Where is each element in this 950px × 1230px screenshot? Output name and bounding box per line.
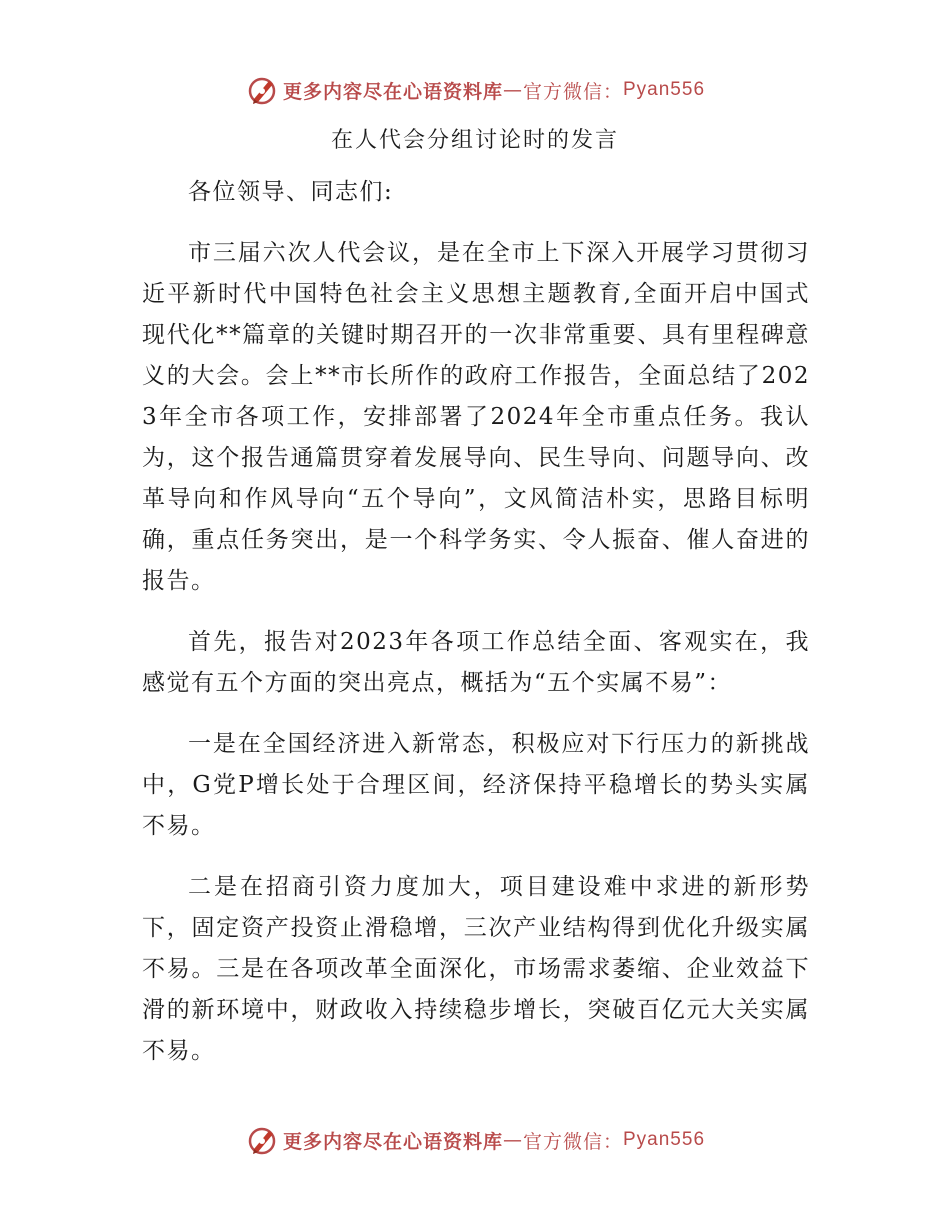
document-body [142, 172, 810, 1092]
watermark-prefix: 更多内容尽在心语资料库 [282, 80, 503, 103]
watermark-footer [0, 1120, 950, 1160]
paragraph-1: 市三届六次人代会议，是在全市上下深入开展学习贯彻习近平新时代中国特色社会主义思想主题教育,全面开启中国式现代化**篇章的关键时期召开的一次非常重要、具有里程碑意义的大会。会上**市长所作的政府工作报告，全面总结了2023年全市各项工作，安排部署了2024年全市重点任务。我认为，这个报告通篇贯穿着发展导向、民生导向、问题导向、改革导向和作风导向“五个导向”，文风简洁朴实，思路目标明确，重点任务突出，是一个科学务实、令人振奋、催人奋进的报告。 [142, 240, 810, 594]
paragraph-3: 一是在全国经济进入新常态，积极应对下行压力的新挑战中，G党P增长处于合理区间，经济保持平稳增长的势头实属不易。 [142, 731, 810, 839]
watermark-wechat-id: Pyan556 [623, 1129, 706, 1150]
salutation: 各位领导、同志们: [188, 179, 394, 205]
pen-logo-icon [245, 73, 279, 107]
watermark-separator: — [502, 1129, 523, 1151]
paragraph-4: 二是在招商引资力度加大，项目建设难中求进的新形势下，固定资产投资止滑稳增，三次产业结构得到优化升级实属不易。三是在各项改革全面深化，市场需求萎缩、企业效益下滑的新环境中，财政收入持续稳步增长，突破百亿元大关实属不易。 [142, 874, 810, 1064]
watermark-prefix: 更多内容尽在心语资料库 [282, 1130, 503, 1153]
paragraph-2: 首先，报告对2023年各项工作总结全面、客观实在，我感觉有五个方面的突出亮点，概括为“五个实属不易”： [142, 629, 810, 696]
watermark-separator: — [502, 79, 523, 101]
watermark-header [0, 70, 950, 110]
watermark-wechat-label: 官方微信： [522, 1130, 623, 1153]
document-title: 在人代会分组讨论时的发言 [330, 128, 619, 153]
watermark-wechat-label: 官方微信： [522, 80, 623, 103]
pen-logo-icon [245, 1123, 279, 1157]
watermark-wechat-id: Pyan556 [623, 79, 706, 100]
